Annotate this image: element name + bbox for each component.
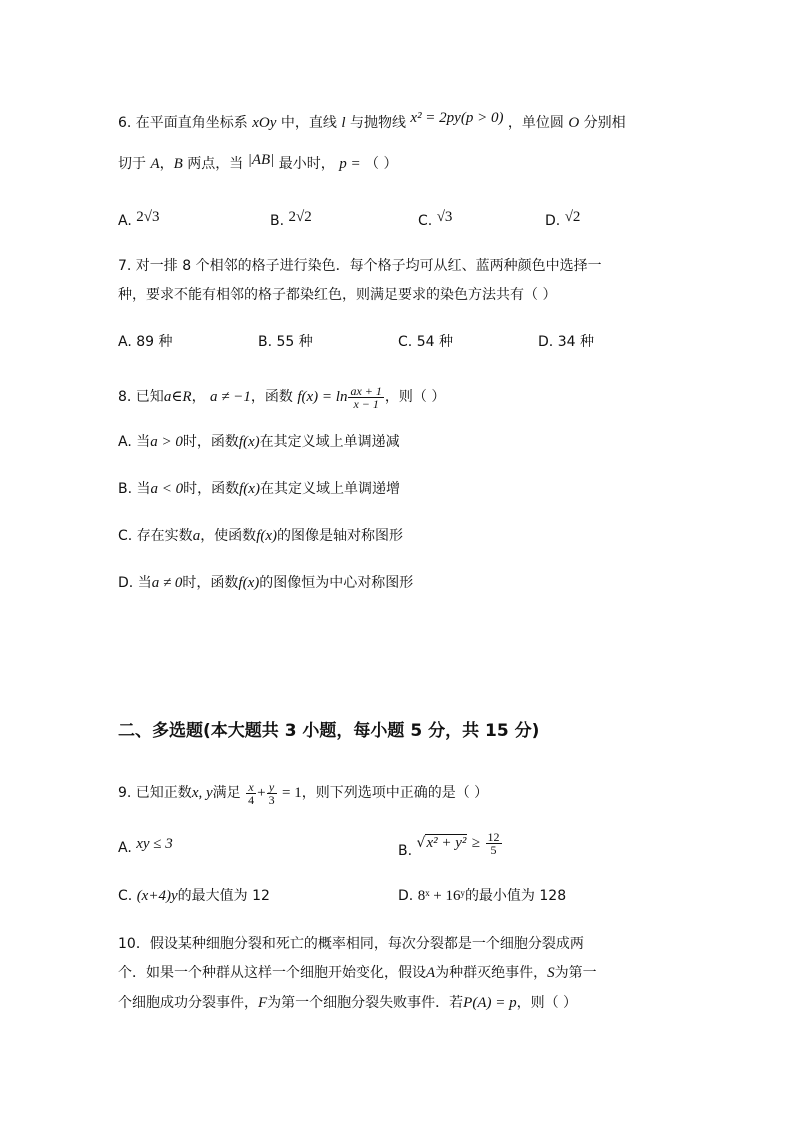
q6-line2 [118,150,397,174]
q6-point-a: A [150,156,160,172]
option-text: 当 [137,575,152,591]
q9-vars: x, y [191,785,213,801]
q6-text: 与抛物线 [349,115,406,131]
option-value: √2 [564,209,581,225]
q10-event-a: A [426,965,436,981]
q8-option-a [118,432,400,452]
option-label: C. [418,213,433,229]
q9-fraction-y [267,781,277,806]
option-math: a [192,528,201,544]
q6-text: 切于 [118,156,146,172]
q10-probability: P(A) = p [463,995,517,1011]
q8-option-d [118,573,413,593]
option-value: 34 种 [557,334,594,350]
q6-text: 6. 在平面直角坐标系 [118,115,248,131]
option-text: 的图像恒为中心对称图形 [259,575,414,591]
option-text: 在其定义域上单调递增 [259,481,400,497]
option-value: 55 种 [276,334,313,350]
option-text: 当 [136,434,151,450]
q10-text: ，则（ ） [516,995,578,1011]
q9-option-a [118,834,173,858]
q6-math-xoy: xOy [252,115,277,131]
q8-text: 8. 已知 [118,389,164,405]
q6-option-d [545,207,580,231]
frac-den: 4 [248,792,255,807]
q7-option-b [258,332,313,352]
option-text: 时，函数 [182,575,239,591]
option-label: A. [118,213,132,229]
q9-text: 满足 [212,785,241,801]
q8-text: ，函数 [250,389,293,405]
option-label: A. [118,434,132,450]
option-label: B. [398,843,413,859]
option-value: 2√2 [288,209,312,225]
q8-function-def: f(x) = ln [297,389,348,405]
option-function: f(x) [238,575,260,591]
q6-option-c [418,207,452,231]
q6-text: 分别相 [583,115,626,131]
q6-text: 中，直线 [280,115,337,131]
option-label: C. [118,888,133,904]
q8-frac-num: ax + 1 [350,383,382,398]
option-function: f(x) [238,434,260,450]
option-radicand: x² + y² [426,835,467,851]
q8-option-b [118,479,400,499]
q8-stem: 8. 已知a∈R， a ≠ −1，函数 f(x) = ln $\frac{ax + 1}{x - 1}$ ，则（ ） [118,383,446,411]
q10-text: 个细胞成功分裂事件， [118,995,258,1011]
q6-parabola-equation: x² = 2py(p > 0) [410,110,504,126]
option-value: 54 种 [416,334,453,350]
q10-line2 [118,963,597,983]
option-value: √3 [436,209,453,225]
q7-option-c [398,332,453,352]
option-math: (x+4)y [136,888,178,904]
option-math: a > 0 [150,434,183,450]
option-math: a ≠ 0 [151,575,183,591]
option-math: 8ˣ + 16ʸ [417,888,465,904]
q8-fraction [348,385,383,410]
q9-text: ，则下列选项中正确的是（ ） [301,785,489,801]
q10-line1: 10．假设某种细胞分裂和死亡的概率相同，每次分裂都是一个细胞分裂成两 [118,936,584,952]
sqrt-sign-icon: √ [416,835,426,851]
option-text: 在其定义域上单调递减 [259,434,400,450]
q10-line3 [118,993,577,1013]
q6-text: 两点，当 [187,156,244,172]
option-value: 89 种 [136,334,173,350]
q8-condition-a-real: a∈R [163,389,192,405]
q6-p-equals: p = [339,156,361,172]
q6-math-l: l [341,115,346,131]
q6-point-b: B [173,156,183,172]
option-label: D. [398,888,414,904]
q6-text: ， [159,156,174,172]
q7-line2: 种，要求不能有相邻的格子都染红色，则满足要求的染色方法共有（ ） [118,287,557,303]
option-label: D. [118,575,134,591]
q6-math-o: O [568,115,580,131]
q6-answer-paren: （ ） [365,156,398,172]
q9-option-c [118,886,270,906]
option-ge: ≥ [471,835,481,851]
option-label: C. [118,528,133,544]
frac-num: x [246,781,256,794]
q7-option-d [538,332,594,352]
q6-text: ，单位圆 [507,115,564,131]
option-function: f(x) [256,528,278,544]
q9-fraction-x [246,781,256,806]
frac-num: y [267,781,277,794]
q6-segment-ab: |AB| [247,152,275,168]
option-function: f(x) [239,481,260,497]
option-label: B. [258,334,273,350]
section-heading-multiple-choice: 二、多选题(本大题共 3 小题，每小题 5 分，共 15 分) [118,721,540,741]
q10-text: 为第一 [554,965,597,981]
option-text: 时，函数 [182,434,239,450]
option-math: a < 0 [150,481,184,497]
q8-text: ，则（ ） [384,389,446,405]
q6-text: 最小时， [278,156,335,172]
q8-option-c [118,526,403,546]
q6-line1 [118,108,626,133]
option-text: 的最小值为 128 [464,888,567,904]
q9-option-b-fraction [486,831,502,856]
q10-text: 为第一个细胞分裂失败事件．若 [267,995,464,1011]
option-text: 的图像是轴对称图形 [277,528,404,544]
option-label: B. [118,481,133,497]
frac-den: 3 [268,792,275,807]
q9-plus: + [257,785,266,801]
option-text: 的最大值为 12 [177,888,270,904]
q9-stem [118,775,488,811]
q9-text: 9. 已知正数 [118,785,192,801]
option-label: A. [118,840,132,856]
q6-option-a [118,207,159,231]
option-math: xy ≤ 3 [136,836,173,852]
frac-den: 5 [490,842,497,857]
option-label: D. [545,213,561,229]
option-label: B. [270,213,285,229]
q9-option-d [398,886,566,906]
q10-event-f: F [258,995,268,1011]
option-text: 存在实数 [136,528,193,544]
option-label: A. [118,334,132,350]
option-label: C. [398,334,413,350]
q7-option-a [118,332,173,352]
q10-event-s: S [547,965,555,981]
q8-condition-a-ne: a ≠ −1 [210,389,251,405]
q7-line1: 7. 对一排 8 个相邻的格子进行染色．每个格子均可从红、蓝两种颜色中选择一 [118,258,602,274]
option-text: ，使函数 [200,528,257,544]
q6-option-b [270,207,312,231]
q10-text: 个．如果一个种群从这样一个细胞开始变化，假设 [118,965,426,981]
option-label: D. [538,334,554,350]
option-text: 当 [136,481,151,497]
q9-option-b [398,826,503,868]
option-text: 时，函数 [183,481,240,497]
q8-frac-den: x − 1 [353,396,379,411]
option-value: 2√3 [136,209,160,225]
frac-num: 12 [487,829,500,844]
q9-equals-one: = 1 [282,785,302,801]
q10-text: 为种群灭绝事件， [435,965,548,981]
